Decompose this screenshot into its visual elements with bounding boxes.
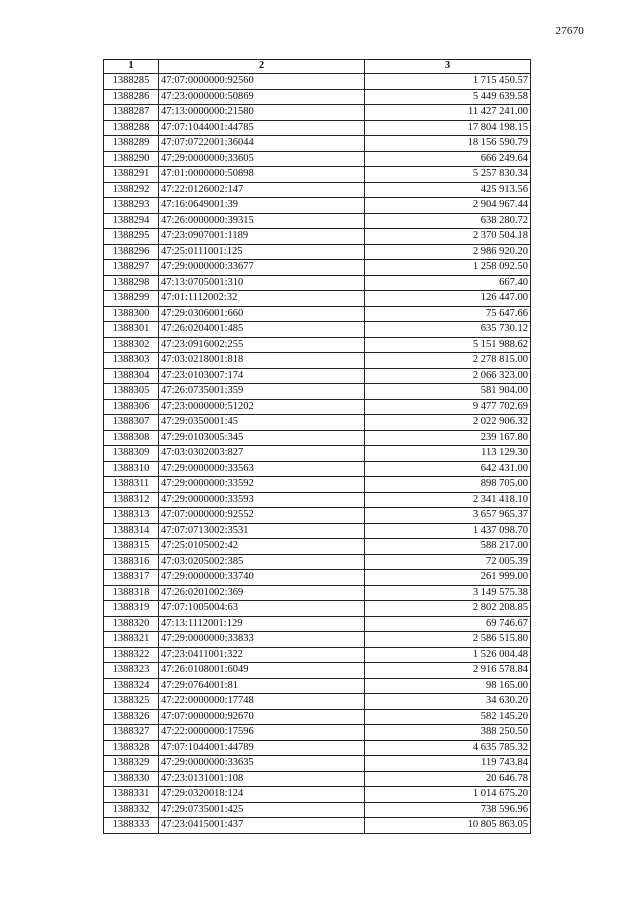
cadastral-number-cell: 47:07:0000000:92552 — [159, 508, 365, 524]
table-row — [104, 647, 531, 663]
table-row — [104, 368, 531, 384]
value-cell: 5 151 988.62 — [365, 337, 531, 353]
cadastral-number-cell: 47:23:0907001:1189 — [159, 229, 365, 245]
table-row — [104, 198, 531, 214]
cadastral-number-cell: 47:23:0131001:108 — [159, 771, 365, 787]
table-row — [104, 105, 531, 121]
value-cell: 18 156 590.79 — [365, 136, 531, 152]
table-row — [104, 74, 531, 90]
table-header-row — [104, 60, 531, 74]
record-number-cell: 1388320 — [104, 616, 159, 632]
value-cell: 425 913.56 — [365, 182, 531, 198]
record-number-cell: 1388312 — [104, 492, 159, 508]
record-number-cell: 1388317 — [104, 570, 159, 586]
value-cell: 2 904 967.44 — [365, 198, 531, 214]
record-number-cell: 1388325 — [104, 694, 159, 710]
table-row — [104, 508, 531, 524]
value-cell: 2 022 906.32 — [365, 415, 531, 431]
value-cell: 4 635 785.32 — [365, 740, 531, 756]
cadastral-number-cell: 47:29:0735001:425 — [159, 802, 365, 818]
value-cell: 738 596.96 — [365, 802, 531, 818]
table-row — [104, 818, 531, 834]
table-row — [104, 399, 531, 415]
record-number-cell: 1388332 — [104, 802, 159, 818]
table-row — [104, 585, 531, 601]
record-number-cell: 1388298 — [104, 275, 159, 291]
record-number-cell: 1388288 — [104, 120, 159, 136]
table-row — [104, 182, 531, 198]
table-row — [104, 523, 531, 539]
value-cell: 3 657 965.37 — [365, 508, 531, 524]
value-cell: 642 431.00 — [365, 461, 531, 477]
value-cell: 388 250.50 — [365, 725, 531, 741]
value-cell: 2 916 578.84 — [365, 663, 531, 679]
record-number-cell: 1388289 — [104, 136, 159, 152]
cadastral-number-cell: 47:13:1112001:129 — [159, 616, 365, 632]
record-number-cell: 1388315 — [104, 539, 159, 555]
table-row — [104, 632, 531, 648]
table-row — [104, 709, 531, 725]
record-number-cell: 1388330 — [104, 771, 159, 787]
record-number-cell: 1388308 — [104, 430, 159, 446]
cadastral-number-cell: 47:26:0108001:6049 — [159, 663, 365, 679]
table-row — [104, 787, 531, 803]
table-row — [104, 601, 531, 617]
table-row — [104, 616, 531, 632]
cadastral-number-cell: 47:29:0306001:660 — [159, 306, 365, 322]
table-row — [104, 384, 531, 400]
table-row — [104, 430, 531, 446]
value-cell: 2 370 504.18 — [365, 229, 531, 245]
value-cell: 2 066 323.00 — [365, 368, 531, 384]
value-cell: 69 746.67 — [365, 616, 531, 632]
record-number-cell: 1388331 — [104, 787, 159, 803]
value-cell: 98 165.00 — [365, 678, 531, 694]
record-number-cell: 1388328 — [104, 740, 159, 756]
table-row — [104, 461, 531, 477]
table-row — [104, 771, 531, 787]
value-cell: 638 280.72 — [365, 213, 531, 229]
cadastral-number-cell: 47:29:0000000:33592 — [159, 477, 365, 493]
value-cell: 667.40 — [365, 275, 531, 291]
cadastral-number-cell: 47:29:0320018:124 — [159, 787, 365, 803]
cadastral-number-cell: 47:22:0000000:17748 — [159, 694, 365, 710]
value-cell: 2 341 418.10 — [365, 492, 531, 508]
table-row — [104, 337, 531, 353]
value-cell: 2 802 208.85 — [365, 601, 531, 617]
value-cell: 17 804 198.15 — [365, 120, 531, 136]
value-cell: 635 730.12 — [365, 322, 531, 338]
value-cell: 5 257 830.34 — [365, 167, 531, 183]
table-row — [104, 136, 531, 152]
record-number-cell: 1388297 — [104, 260, 159, 276]
table-row — [104, 678, 531, 694]
table-row — [104, 694, 531, 710]
table-row — [104, 446, 531, 462]
table-row — [104, 415, 531, 431]
value-cell: 261 999.00 — [365, 570, 531, 586]
value-cell: 113 129.30 — [365, 446, 531, 462]
record-number-cell: 1388301 — [104, 322, 159, 338]
record-number-cell: 1388292 — [104, 182, 159, 198]
table-row — [104, 244, 531, 260]
record-number-cell: 1388327 — [104, 725, 159, 741]
cadastral-number-cell: 47:23:0000000:50869 — [159, 89, 365, 105]
cadastral-number-cell: 47:29:0000000:33593 — [159, 492, 365, 508]
value-cell: 2 586 515.80 — [365, 632, 531, 648]
column-header-3: 3 — [365, 60, 531, 74]
cadastral-number-cell: 47:29:0000000:33677 — [159, 260, 365, 276]
value-cell: 20 646.78 — [365, 771, 531, 787]
value-cell: 581 904.00 — [365, 384, 531, 400]
table-row — [104, 802, 531, 818]
cadastral-number-cell: 47:03:0302003:827 — [159, 446, 365, 462]
cadastral-number-cell: 47:03:0218001:818 — [159, 353, 365, 369]
table-row — [104, 306, 531, 322]
value-cell: 666 249.64 — [365, 151, 531, 167]
table-row — [104, 213, 531, 229]
table-row — [104, 570, 531, 586]
cadastral-number-cell: 47:29:0000000:33563 — [159, 461, 365, 477]
value-cell: 10 805 863.05 — [365, 818, 531, 834]
value-cell: 11 427 241.00 — [365, 105, 531, 121]
value-cell: 72 005.39 — [365, 554, 531, 570]
cadastral-number-cell: 47:03:0205002:385 — [159, 554, 365, 570]
record-number-cell: 1388318 — [104, 585, 159, 601]
cadastral-number-cell: 47:29:0000000:33605 — [159, 151, 365, 167]
table-row — [104, 260, 531, 276]
value-cell: 1 437 098.70 — [365, 523, 531, 539]
cadastral-number-cell: 47:25:0105002:42 — [159, 539, 365, 555]
cadastral-number-cell: 47:26:0735001:359 — [159, 384, 365, 400]
record-number-cell: 1388304 — [104, 368, 159, 384]
cadastral-number-cell: 47:07:0722001:36044 — [159, 136, 365, 152]
cadastral-number-cell: 47:22:0000000:17596 — [159, 725, 365, 741]
table-row — [104, 322, 531, 338]
record-number-cell: 1388323 — [104, 663, 159, 679]
value-cell: 1 526 004.48 — [365, 647, 531, 663]
table-row — [104, 151, 531, 167]
record-number-cell: 1388287 — [104, 105, 159, 121]
record-number-cell: 1388329 — [104, 756, 159, 772]
cadastral-number-cell: 47:13:0705001:310 — [159, 275, 365, 291]
value-cell: 1 014 675.20 — [365, 787, 531, 803]
cadastral-number-cell: 47:22:0126002:147 — [159, 182, 365, 198]
cadastral-number-cell: 47:23:0103007:174 — [159, 368, 365, 384]
cadastral-number-cell: 47:29:0000000:33740 — [159, 570, 365, 586]
table-row — [104, 353, 531, 369]
value-cell: 1 258 092.50 — [365, 260, 531, 276]
record-number-cell: 1388313 — [104, 508, 159, 524]
cadastral-number-cell: 47:26:0000000:39315 — [159, 213, 365, 229]
value-cell: 34 630.20 — [365, 694, 531, 710]
cadastral-number-cell: 47:13:0000000:21580 — [159, 105, 365, 121]
table-row — [104, 539, 531, 555]
cadastral-number-cell: 47:16:0649001:39 — [159, 198, 365, 214]
record-number-cell: 1388322 — [104, 647, 159, 663]
cadastral-number-cell: 47:29:0350001:45 — [159, 415, 365, 431]
table-row — [104, 291, 531, 307]
record-number-cell: 1388311 — [104, 477, 159, 493]
record-number-cell: 1388319 — [104, 601, 159, 617]
cadastral-number-cell: 47:29:0000000:33635 — [159, 756, 365, 772]
record-number-cell: 1388307 — [104, 415, 159, 431]
value-cell: 898 705.00 — [365, 477, 531, 493]
column-header-2: 2 — [159, 60, 365, 74]
cadastral-number-cell: 47:29:0000000:33833 — [159, 632, 365, 648]
record-number-cell: 1388333 — [104, 818, 159, 834]
value-cell: 2 278 815.00 — [365, 353, 531, 369]
cadastral-number-cell: 47:29:0103005:345 — [159, 430, 365, 446]
value-cell: 2 986 920.20 — [365, 244, 531, 260]
cadastral-number-cell: 47:07:0000000:92670 — [159, 709, 365, 725]
table-row — [104, 725, 531, 741]
cadastral-number-cell: 47:07:1005004:63 — [159, 601, 365, 617]
record-number-cell: 1388299 — [104, 291, 159, 307]
value-cell: 9 477 702.69 — [365, 399, 531, 415]
table-row — [104, 663, 531, 679]
page-number: 27670 — [555, 25, 584, 37]
cadastral-number-cell: 47:23:0411001:322 — [159, 647, 365, 663]
table-row — [104, 89, 531, 105]
cadastral-number-cell: 47:07:0000000:92560 — [159, 74, 365, 90]
record-number-cell: 1388296 — [104, 244, 159, 260]
cadastral-number-cell: 47:07:1044001:44789 — [159, 740, 365, 756]
value-cell: 3 149 575.38 — [365, 585, 531, 601]
record-number-cell: 1388285 — [104, 74, 159, 90]
cadastral-number-cell: 47:07:1044001:44785 — [159, 120, 365, 136]
record-number-cell: 1388324 — [104, 678, 159, 694]
table-row — [104, 740, 531, 756]
cadastral-number-cell: 47:23:0000000:51202 — [159, 399, 365, 415]
cadastral-number-cell: 47:25:0111001:125 — [159, 244, 365, 260]
table-row — [104, 275, 531, 291]
record-number-cell: 1388321 — [104, 632, 159, 648]
record-number-cell: 1388303 — [104, 353, 159, 369]
record-number-cell: 1388291 — [104, 167, 159, 183]
value-cell: 126 447.00 — [365, 291, 531, 307]
cadastral-number-cell: 47:23:0916002:255 — [159, 337, 365, 353]
cadastral-number-cell: 47:07:0713002:3531 — [159, 523, 365, 539]
value-cell: 588 217.00 — [365, 539, 531, 555]
record-number-cell: 1388293 — [104, 198, 159, 214]
record-number-cell: 1388314 — [104, 523, 159, 539]
record-number-cell: 1388306 — [104, 399, 159, 415]
record-number-cell: 1388310 — [104, 461, 159, 477]
record-number-cell: 1388294 — [104, 213, 159, 229]
table-row — [104, 477, 531, 493]
record-number-cell: 1388286 — [104, 89, 159, 105]
column-header-1: 1 — [104, 60, 159, 74]
table-row — [104, 492, 531, 508]
cadastral-number-cell: 47:01:0000000:50898 — [159, 167, 365, 183]
record-number-cell: 1388305 — [104, 384, 159, 400]
table-row — [104, 554, 531, 570]
table-body — [104, 74, 531, 834]
record-number-cell: 1388309 — [104, 446, 159, 462]
cadastral-number-cell: 47:29:0764001:81 — [159, 678, 365, 694]
cadastral-number-cell: 47:01:1112002:32 — [159, 291, 365, 307]
value-cell: 119 743.84 — [365, 756, 531, 772]
table-row — [104, 229, 531, 245]
record-number-cell: 1388295 — [104, 229, 159, 245]
value-cell: 75 647.66 — [365, 306, 531, 322]
value-cell: 582 145.20 — [365, 709, 531, 725]
record-number-cell: 1388316 — [104, 554, 159, 570]
record-number-cell: 1388302 — [104, 337, 159, 353]
value-cell: 5 449 639.58 — [365, 89, 531, 105]
cadastral-number-cell: 47:26:0204001:485 — [159, 322, 365, 338]
table-row — [104, 167, 531, 183]
registry-table — [103, 59, 531, 834]
table-row — [104, 756, 531, 772]
record-number-cell: 1388300 — [104, 306, 159, 322]
cadastral-number-cell: 47:26:0201002:369 — [159, 585, 365, 601]
record-number-cell: 1388326 — [104, 709, 159, 725]
record-number-cell: 1388290 — [104, 151, 159, 167]
table-row — [104, 120, 531, 136]
cadastral-number-cell: 47:23:0415001:437 — [159, 818, 365, 834]
value-cell: 1 715 450.57 — [365, 74, 531, 90]
value-cell: 239 167.80 — [365, 430, 531, 446]
